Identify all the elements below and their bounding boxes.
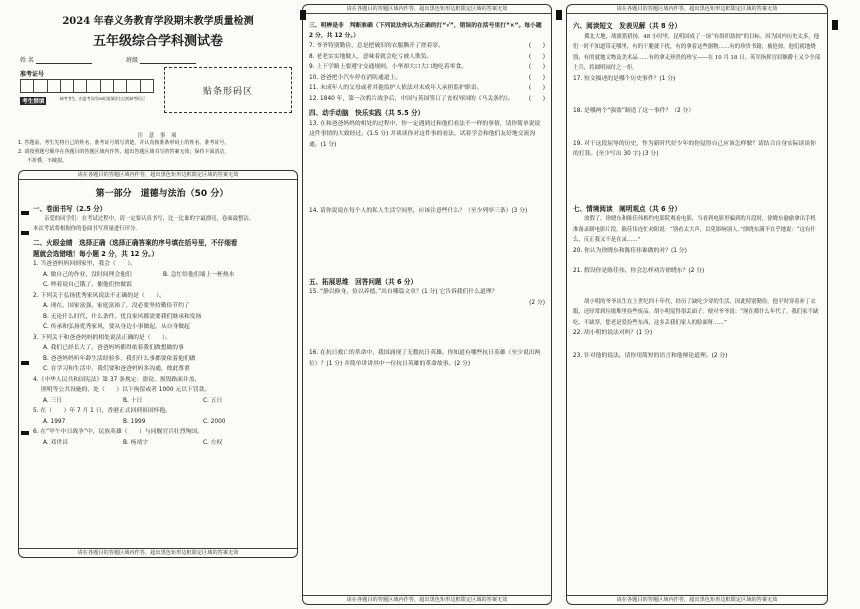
question-23: 23. 针对他的说法，请你用简短的语言和他辩论道理。(2 分): [573, 352, 728, 359]
question-9: 9. 上下学路上要遵守交通规则，小华却大口大口地吃着零食。 ( ): [309, 62, 545, 73]
option[interactable]: B. 十日: [123, 397, 143, 404]
answer-paren[interactable]: ( ): [528, 85, 545, 91]
answer-area[interactable]: [573, 277, 821, 297]
timing-mark: [21, 231, 29, 235]
option[interactable]: A. 1997: [43, 418, 66, 425]
answer-paren[interactable]: ( ): [528, 43, 545, 49]
answer-area[interactable]: [573, 84, 821, 106]
timing-mark: [832, 20, 838, 30]
option[interactable]: C. 吵着说自己饿了，催他们快做饭: [43, 282, 132, 288]
timing-mark: [300, 10, 306, 20]
section-6-title: 六、阅读短文 发表见解（共 8 分）: [573, 22, 682, 30]
warning-bottom: 请在各题目的答题区域内作答，超出黑色矩形边框限定区域的答案无效: [19, 548, 297, 557]
option[interactable]: B. 无论什么时代，什么条件，优良家风都需要我们继承和发扬: [43, 313, 202, 320]
part1-box: 请在各题目的答题区域内作答，超出黑色矩形边框限定区域的答案无效 第一部分 道德与法治（50 分） 一、卷面书写（2.5 分） 亲爱的同学们：在考试过程中，请一定要认真书写，比一比谁的字最漂亮、卷面最整洁。 本次考试将根据你的卷面书写质量进行评分。 二、火眼金睛 选择正确（选择正确答案的序号填在括号里，不仔细看 题就会选错哦！每小题 2 分，共 12 分。） 1. 当爸爸妈妈回到家里，我会（ ）。 A. 做自己的作业，没时间理会他们 B. 急忙给他们端上一杯热水 C. 吵着说自己饿了，催他们快做饭 2. 下列关于弘扬优秀家风说法不正确的是（ ）。 A. 现在，国家富强、家庭富裕了，没必要坚持勤俭节约了 B. 无论什么时代，什么条件，优良家风都需要我们继承和发扬 C. 传承和弘扬优秀家风，要从身边小事做起，从自身做起 3. 下列关于和爸爸妈妈的相处说法正确的是（ ）。 A. 我们已经长大了，爸爸妈妈都得依着我们做想做的事 B. 爸爸妈妈听年龄生活经验多，我们什么事都要依着他们做 C. 在学习和生活中，我们要和爸爸妈妈多沟通，彼此尊重 4.《中华人民共和国宪法》第 37 条规定：盗窃、损毁路面井盖， 照明等公共设施的，处（ ）以下拘留或者 1000 元以下罚款。 A. 三日 B. 十日 C. 五日 5. 在（ ）年 7 月 1 日，香港正式回到祖国怀抱。 A. 1997 B. 1999 C. 2000 6. 在“甲午中日战争”中，民族英雄（ ）与同舰官兵壮烈殉国。 A. 邓世昌 B. 杨靖宇 C. 左权 请在各题目的答题区域内作答，超出黑色矩形边框限定区域的答案无效: [18, 170, 298, 558]
question-6: 6. 在“甲午中日战争”中，民族英雄（ ）与同舰官兵壮烈殉国。: [33, 429, 203, 435]
question-15: 15. “静以修身，俭以养德。”出自哪篇文章？(1 分) 它告诉我们什么道理？: [309, 289, 498, 295]
question-16: 16. 在抗日救亡的革命中，我国涌现了无数抗日英雄。你知道有哪些抗日英雄（至少说出两位）？(1 分) 并简单讲讲其中一位抗日英雄的革命故事。(2 分): [309, 350, 541, 367]
warning-top: 请在各题目的答题区域内作答，超出黑色矩形边框限定区域的答案无效: [19, 171, 297, 180]
question-11: 11. 未成年人的父母或者其他监护人依法对未成年人承担监护职责。 ( ): [309, 83, 545, 94]
answer-paren[interactable]: ( ): [528, 74, 545, 81]
answer-area[interactable]: [573, 339, 821, 351]
question-22: 22. 胡小明的说法对吗？(1 分): [573, 330, 653, 336]
name-label: 姓 名: [20, 57, 34, 64]
question-18: 18. 是哪两个“强盗”制造了这一事件？（2 分）: [573, 108, 695, 114]
option[interactable]: C. 传承和弘扬优秀家风，要从身边小事做起，从自身做起: [43, 324, 190, 330]
option[interactable]: C. 左权: [203, 439, 223, 446]
reading-passage-1: 冀北大地，战旗猎猎扬，48 小时里，昆明国成了一场“有组织劫掠”的目标。因为国内历史太多，他们一时不知道带走哪里，有的干脆就干扰，有的拿着这些器物……有的珍贵书籍，被抢掠。他们就地烧毁，有的就地文物及美术品……有的拿走珍贵的珍宝——在 10 月 18 日，英军指挥官眉额爵士又令全部士兵，将圆明园付之一炬。: [573, 33, 820, 71]
question-21: 21. 假设你是陈佳伟，你会怎样劝告徐晓东？(2 分): [573, 268, 705, 274]
option[interactable]: A. 现在，国家富强、家庭富裕了，没必要坚持勤俭节约了: [43, 303, 190, 309]
column-1: [18, 4, 298, 605]
timing-mark: [556, 10, 562, 20]
warning-bottom: 请在各题目的答题区域内作答，超出黑色矩形边框限定区域的答案无效: [567, 595, 827, 604]
question-15-score: (2 分): [529, 299, 545, 306]
section-1-text: 本次考试将根据你的卷面书写质量进行评分。: [33, 226, 141, 232]
exam-subtitle: 五年级综合学科测试卷: [92, 34, 223, 49]
answer-area[interactable]: [573, 256, 821, 266]
section-3-title: 三、明辨是非 判断准确（下列说法你认为正确的打“√”，错误的在括号里打“×”。每小题 2 分，共 12 分。）: [309, 23, 542, 39]
answer-area[interactable]: [573, 160, 821, 200]
section-1-title: 一、卷面书写（2.5 分）: [33, 204, 107, 213]
question-12: 12. 1840 年，第一次鸦片战争后，中国与英国签订了丧权辱国的《马关条约》。 ( ): [309, 94, 545, 105]
option[interactable]: A. 做自己的作业，没时间理会他们: [43, 271, 132, 278]
section-4-title: 四、动手动脑 快乐实践（共 5.5 分）: [309, 109, 425, 117]
timing-mark: [21, 431, 29, 435]
ban-note: 缺考考生，由监考员用2B铅笔填涂右边的缺考标记: [60, 96, 145, 101]
question-19: 19. 对于这段屈辱的历史，作为新时代好少年的你觉得自己应该怎样做？请结合自身实际谈谈你的打算。(至少写出 30 字) (3 分): [573, 140, 816, 157]
notice-2: 2. 请按照题号顺序在各题目的答题区域内作答，超出答题区域书写的答案无效；保持卡面清洁，: [18, 149, 230, 155]
section-1-text: 亲爱的同学们：在考试过程中，请一定要认真书写，比一比谁的字最漂亮、卷面最整洁。: [44, 216, 255, 222]
question-17: 17. 短文描述的是哪个历史事件？(1 分): [573, 75, 676, 82]
answer-paren[interactable]: ( ): [528, 95, 545, 102]
warning-bottom: 请在各题目的答题区域内作答，超出黑色矩形边框限定区域的答案无效: [303, 595, 551, 604]
answer-area[interactable]: [309, 217, 545, 273]
timing-mark: [21, 361, 29, 365]
section-7-title: 七、情境阅读 阐明观点（共 6 分）: [573, 204, 682, 213]
question-13: 13. 在和爸爸妈妈的相处的过程中，你一定遇到过和他们看法不一样的事情，请你简单说说这件事情的大致经过。(1.5 分) 并谈谈你对这件事的看法，试着学会和他们友好地交流沟通。(1 分): [309, 120, 541, 148]
option[interactable]: A. 我们已经长大了，爸爸妈妈都得依着我们做想做的事: [43, 345, 184, 351]
question-5: 5. 在（ ）年 7 月 1 日，香港正式回到祖国怀抱。: [33, 408, 172, 414]
notice-3: 不折叠，不破损。: [27, 158, 68, 164]
question-1: 1. 当爸爸妈妈回到家里，我会（ ）。: [33, 261, 137, 267]
id-label: 准考证号: [20, 71, 45, 78]
ban-label: 考生禁填: [22, 99, 45, 105]
answer-area[interactable]: [309, 150, 545, 206]
answer-area[interactable]: [309, 308, 545, 348]
answer-paren[interactable]: ( ): [528, 64, 545, 70]
question-4-cont: 照明等公共设施的，处（ ）以下拘留或者 1000 元以下罚款。: [41, 387, 211, 393]
warning-top: 请在各题目的答题区域内作答，超出黑色矩形边框限定区域的答案无效: [567, 5, 827, 14]
reading-passage-3: 胡小明的爷爷出生在上世纪四十年代，经历了缺吃少穿的生活，因此特别勤俭。他平时穿着补丁衣服，还经常到垃圾堆里捡些废品。胡小明觉得很丢面子。便对爷爷说：“现在都什么年代了，我们家不缺吃、不缺穿，您老是爱捡些东西，这多丢我们家人的脸面呀……”: [573, 298, 819, 326]
reading-passage-2: 放假了，徐晓东和陈佳伟相约电影院观看电影，当看到电影里骗到的月段时，徐晓东偷偷拿出手机准备录制电影片段。陈佳伟连忙劝阻说：“别看太大声，以免影响别人。”徐晓东满不在乎地说：“这有什么，反正我又不是在录……”: [573, 216, 816, 243]
column-2: [302, 4, 552, 605]
part1-title: 第一部分 道德与法治（50 分）: [95, 189, 229, 199]
notice-1: 1. 答题前，考生先将自己的姓名、准考证号填写清楚，并认真核准条形码上的姓名、准考证号。: [18, 140, 230, 146]
question-7: 7. 爷爷特别勤俭，总是把破旧的衣服撕开了搓着穿。 ( ): [309, 41, 545, 52]
question-8: 8. 老老实实地做人，意味着就会吃亏被人欺负。 ( ): [309, 52, 545, 63]
timing-mark: [21, 211, 29, 215]
answer-area[interactable]: [573, 117, 821, 139]
option[interactable]: B. 1999: [123, 418, 146, 425]
question-10: 10. 爸爸把小汽车停在消防通道上。 ( ): [309, 73, 545, 84]
exam-title: 2024 年春义务教育学段期末教学质量检测: [62, 16, 254, 27]
option[interactable]: C. 五日: [203, 397, 223, 404]
section-2-title-2: 题就会选错哦！每小题 2 分，共 12 分。）: [33, 249, 159, 258]
class-field[interactable]: [140, 57, 196, 64]
option[interactable]: C. 在学习和生活中，我们要和爸爸妈妈多沟通，彼此尊重: [43, 366, 190, 372]
answer-paren[interactable]: ( ): [528, 53, 545, 60]
notice-title: 注 意 事 项: [137, 133, 179, 139]
class-label: 班级: [126, 57, 139, 64]
warning-top: 请在各题目的答题区域内作答，超出黑色矩形边框限定区域的答案无效: [303, 5, 551, 14]
question-3: 3. 下列关于和爸爸妈妈的相处说法正确的是（ ）。: [33, 334, 171, 341]
column-3: [566, 4, 828, 605]
question-2: 2. 下列关于弘扬优秀家风说法不正确的是（ ）。: [33, 292, 166, 299]
option[interactable]: A. 三日: [43, 397, 63, 404]
name-field[interactable]: [36, 57, 92, 64]
options-row: [33, 438, 291, 449]
option[interactable]: C. 2000: [203, 418, 226, 425]
option[interactable]: A. 邓世昌: [43, 439, 68, 446]
option[interactable]: B. 爸爸妈妈听年龄生活经验多，我们什么事都要依着他们做: [43, 355, 196, 362]
question-14: 14. 请你说说在每个人的私人生活空间里，应该注意些什么？（至少列举三条）(3 分): [309, 208, 528, 214]
question-20: 20. 你认为徐晓东和陈佳伟谁做的对？(1 分): [573, 247, 687, 254]
student-info: [18, 53, 298, 139]
option[interactable]: B. 杨靖宇: [123, 439, 149, 446]
options-row: [33, 417, 291, 428]
section-5-title: 五、拓展思维 回答问题（共 6 分）: [309, 277, 418, 286]
options-row: [33, 396, 291, 407]
id-grid[interactable]: [20, 79, 154, 93]
barcode-area: 贴条形码区: [164, 67, 292, 113]
section-2-title: 二、火眼金睛 选择正确（选择正确答案的序号填在括号里，不仔细看: [33, 239, 238, 247]
question-4: 4.《中华人民共和国宪法》第 37 条规定：盗窃、损毁路面井盖，: [33, 376, 201, 383]
